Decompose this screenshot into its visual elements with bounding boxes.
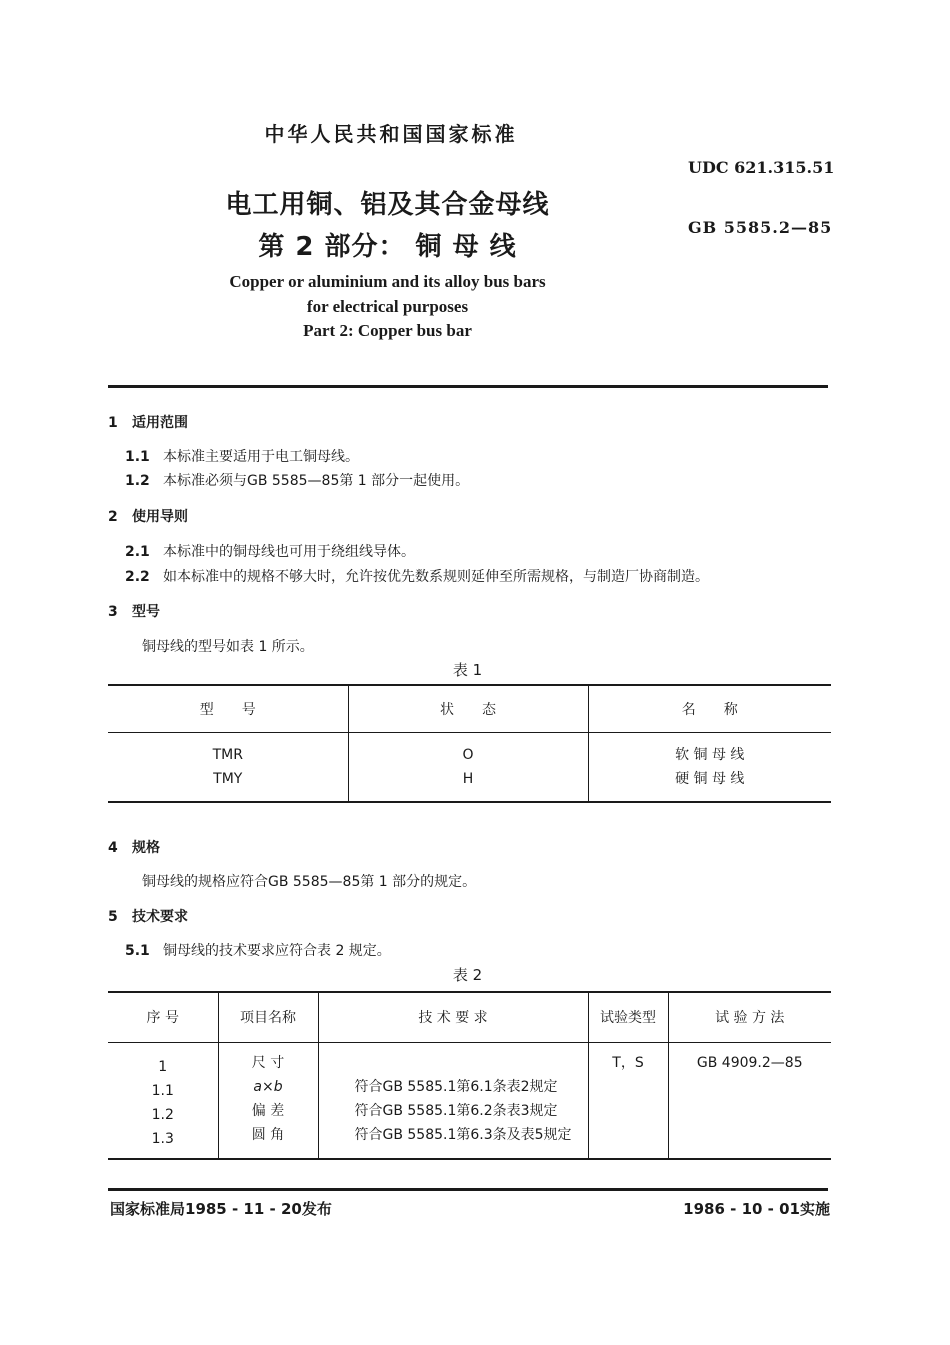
clause-text: 如本标准中的规格不够大时，允许按优先数系规则延伸至所需规格，与制造厂协商制造。 [163, 569, 709, 585]
table-2-header-item: 项目名称 [218, 992, 318, 1042]
clause-number: 2.2 [125, 569, 150, 585]
table-row-name: 硬 铜 母 线 [675, 770, 745, 787]
table-2-header-requirement: 技 术 要 求 [318, 992, 588, 1042]
table-row-test-method: GB 4909.2—85 [696, 1054, 803, 1071]
issue-date: 国家标准局1985 - 11 - 20发布 [110, 1200, 332, 1218]
header-rule [108, 385, 828, 388]
section-4-text: 铜母线的规格应符合GB 5585—85第 1 部分的规定。 [142, 874, 477, 890]
clause-1-2 [125, 470, 469, 490]
section-number: 5 [108, 909, 118, 925]
section-title: 使用导则 [132, 509, 188, 525]
table-2-caption: 表 2 [452, 966, 483, 984]
table-2-header-seq: 序 号 [108, 992, 218, 1042]
section-number: 2 [108, 509, 118, 525]
clause-1-1 [125, 446, 359, 466]
clause-text: 铜母线的技术要求应符合表 2 规定。 [163, 943, 391, 959]
table-2-body [108, 1042, 831, 1159]
clause-2-1 [125, 541, 415, 561]
table-1-header-name: 名 称 [588, 685, 831, 732]
section-number: 1 [108, 415, 118, 431]
section-1-heading [108, 412, 188, 432]
table-2-seq-cell [108, 1042, 218, 1159]
table-1-name-cell [588, 732, 831, 802]
title-cn-line1: 电工用铜、铝及其合金母线 [225, 190, 550, 220]
section-title: 规格 [132, 840, 160, 856]
footer-rule [108, 1188, 828, 1191]
clause-text: 本标准必须与GB 5585—85第 1 部分一起使用。 [163, 473, 470, 489]
table-2-test-type-cell [588, 1042, 668, 1159]
section-title: 型号 [132, 604, 160, 620]
title-en-line1: Copper or aluminium and its alloy bus bars [229, 272, 546, 291]
table-row-item: 圆 角 [251, 1126, 285, 1143]
clause-number: 2.1 [125, 544, 150, 560]
table-row-name: 软 铜 母 线 [675, 746, 745, 763]
clause-text: 本标准主要适用于电工铜母线。 [163, 449, 359, 465]
section-3-heading [108, 601, 160, 621]
table-row-model: TMR [212, 746, 243, 763]
table-1-state-cell [348, 732, 588, 802]
table-1-header-model: 型 号 [108, 685, 348, 732]
table-row-item: a×b [253, 1078, 283, 1095]
clause-5-1 [125, 940, 391, 960]
section-5-heading [108, 906, 188, 926]
table-row-item: 尺 寸 [251, 1054, 285, 1071]
table-1-header-state: 状 态 [348, 685, 588, 732]
table-2-requirement-cell [318, 1042, 588, 1159]
table-row-requirement: 符合GB 5585.1第6.2条表3规定 [354, 1102, 558, 1119]
table-row-state: H [462, 770, 474, 787]
table-row-item: 偏 差 [251, 1102, 285, 1119]
section-title: 适用范围 [132, 415, 188, 431]
table-row-model: TMY [213, 770, 243, 787]
table-row-requirement [355, 1051, 588, 1075]
table-row-state: O [462, 746, 474, 763]
table-1-caption: 表 1 [452, 661, 483, 679]
clause-2-2 [125, 566, 709, 586]
title-en-line2: for electrical purposes [306, 297, 469, 316]
section-2-heading [108, 506, 188, 526]
title-en-line3: Part 2: Copper bus bar [303, 321, 472, 340]
section-4-heading [108, 837, 160, 857]
table-row-requirement: 符合GB 5585.1第6.3条及表5规定 [354, 1126, 572, 1143]
table-2-test-method-cell [668, 1042, 831, 1159]
table-1-model-cell [108, 732, 348, 802]
table-row-seq: 1 [158, 1058, 168, 1075]
clause-number: 1.2 [125, 473, 150, 489]
national-standard-heading: 中华人民共和国国家标准 [264, 122, 518, 146]
table-1-body [108, 732, 831, 802]
table-row-seq: 1.2 [151, 1106, 174, 1123]
title-cn-line2: 第 2 部分： 铜 母 线 [258, 232, 517, 262]
table-row-seq: 1.3 [151, 1130, 174, 1147]
table-1 [108, 684, 831, 803]
clause-number: 5.1 [125, 943, 150, 959]
section-number: 3 [108, 604, 118, 620]
effective-date: 1986 - 10 - 01实施 [683, 1200, 830, 1218]
table-row-test-type: T，S [612, 1054, 644, 1071]
clause-number: 1.1 [125, 449, 150, 465]
table-2-header-test-type: 试验类型 [588, 992, 668, 1042]
gb-number: GB 5585.2—85 [688, 218, 833, 237]
udc-number: UDC 621.315.51 [688, 158, 835, 177]
section-title: 技术要求 [132, 909, 188, 925]
table-2-item-cell [218, 1042, 318, 1159]
table-row-requirement: 符合GB 5585.1第6.1条表2规定 [354, 1078, 558, 1095]
section-3-text: 铜母线的型号如表 1 所示。 [142, 639, 314, 655]
table-2-header-test-method: 试 验 方 法 [668, 992, 831, 1042]
table-2 [108, 991, 831, 1160]
table-row-seq: 1.1 [151, 1082, 174, 1099]
section-number: 4 [108, 840, 118, 856]
clause-text: 本标准中的铜母线也可用于绕组线导体。 [163, 544, 415, 560]
